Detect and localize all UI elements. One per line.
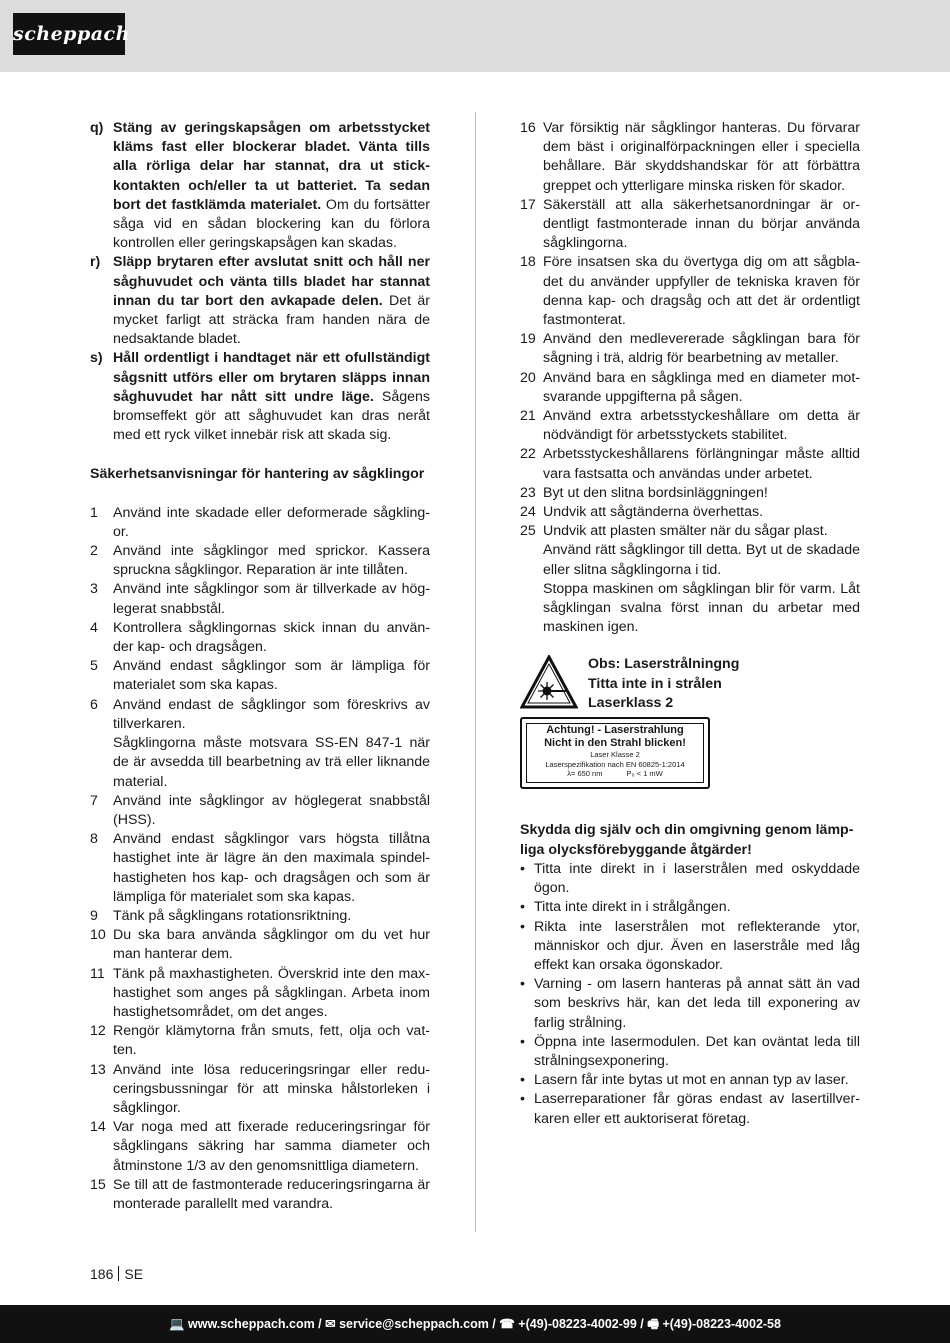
list-item [90,619,430,657]
list-item [520,407,860,445]
list-item [90,1176,430,1214]
contact-footer: 💻 www.scheppach.com / ✉ service@scheppach.com / ☎ +(49)-08223-4002-99 / 🖷 +(49)-08223-4002-58 [0,1305,950,1343]
label-wavelength: λ= 650 nm [567,769,603,779]
bullet-dot: • [520,1072,525,1089]
page-number: 186 [90,1266,114,1282]
language-code: SE [124,1266,144,1282]
item-number: 8 [90,831,98,848]
item-text: Var försiktig när sågklingor hanteras. Du förvarar dem bäst i originalförpackningen eller i speciella behållare. Bär skyddshandskar för att förbättra greppet och ytterligare minska risken för skador. [543,120,860,194]
bullet-dot: • [520,860,525,877]
instruction-r [90,253,430,349]
bullet-dot: • [520,899,525,916]
item-number: 24 [520,504,536,521]
laser-line: Laserklass 2 [588,694,674,711]
laser-warning-text [588,655,739,713]
label-power: P₀ < 1 mW [626,769,663,779]
bullet-text: Laserreparationer får göras endast av lasertillverkaren eller ett auktoriserat företag. [534,1091,860,1127]
bullet-dot: • [520,1091,525,1108]
label-line: Achtung! - Laserstrahlung [546,724,684,737]
item-text: Använd endast de sågklingor som föreskrivs av tillverkaren. [113,696,430,732]
item-number: 13 [90,1061,106,1078]
item-number: 21 [520,408,536,425]
list-item [520,253,860,330]
bullet-text: Öppna inte lasermodulen. Det kan oväntat leda till strålningsexponering. [534,1033,860,1069]
item-extra-text: Använd rätt sågklingor till detta. Byt ut de skadade eller slitna sågklingorna i tid. [543,542,860,578]
separator [118,1266,119,1281]
bullet-dot: • [520,918,525,935]
item-number: 11 [90,965,105,982]
instruction-q [90,119,430,253]
list-item [90,1061,430,1119]
item-number: 22 [520,446,536,463]
list-item [90,965,430,1023]
bullet-text: Titta inte direkt in i laserstrålen med oskyddade ögon. [534,860,860,897]
bullet-item [520,975,860,1033]
item-number: 9 [90,907,98,924]
item-number: 20 [520,369,536,386]
bullet-dot: • [520,976,525,993]
list-item [520,484,860,503]
list-item [90,1118,430,1176]
item-text: Använd extra arbetsstyckeshållare om detta är nödvändigt för arbetsstyckets stabilitet. [543,408,860,444]
list-item [90,830,430,907]
item-number: 12 [90,1023,106,1040]
list-item [520,445,860,483]
laser-class-label [520,717,710,789]
bullet-item [520,1090,860,1128]
item-text: Använd bara en sågklinga med en diameter motsvarande uppgifterna på sågen. [543,369,860,405]
item-extra-text: Stoppa maskinen om sågklingan blir för varm. Låt sågklingan svalna först innan du arbetar med maskinen igen. [543,580,860,636]
list-item [520,119,860,196]
item-text: Undvik att plasten smälter när du sågar plast. [543,523,828,540]
list-item [520,522,860,637]
brand-logo: scheppach [13,13,125,55]
laser-warning [520,655,860,815]
list-item [90,580,430,618]
item-number: 1 [90,504,98,521]
bullet-item [520,898,860,917]
item-text: Använd inte sågklingor som är tillverkade av höglegerat snabbstål. [113,581,430,617]
list-item [520,369,860,407]
label-line: Laser Klasse 2 [590,750,640,760]
protect-title: Skydda dig själv och din omgivning genom lämpliga olycksförebyggande åtgärder! [520,822,854,858]
item-text: Använd endast sågklingor som är lämpliga för materialet som ska kapas. [113,658,430,694]
column-divider [475,112,476,1232]
list-item [90,792,430,830]
item-text: Rengör klämytorna från smuts, fett, olja och vatten. [113,1023,430,1059]
bullet-item [520,918,860,976]
list-item [90,907,430,926]
item-text: Byt ut den slitna bordsinläggningen! [543,484,768,501]
list-item [90,926,430,964]
list-item [90,1022,430,1060]
item-text: Använd den medlevererade sågklingan bara för sågning i trä, aldrig för bearbetning av metaller. [543,331,860,367]
item-number: 18 [520,254,536,271]
item-number: 14 [90,1119,106,1136]
item-number: 16 [520,120,536,136]
item-number: 23 [520,484,536,501]
item-text: Före insatsen ska du övertyga dig om att sågbladet du använder uppfyller de tekniska kraven för denna kap- och dragsåg och att det är ordentligt fastmonterat. [543,254,860,329]
list-item [520,330,860,368]
list-item [520,196,860,254]
laser-line: Titta inte in i strålen [588,675,722,692]
item-text: Använd inte skadade eller deformerade sågklingor. [113,504,430,540]
item-number: 25 [520,523,536,540]
list-item [520,503,860,522]
bullet-text: Titta inte direkt in i strålgången. [534,899,731,916]
laser-warning-icon [520,655,578,709]
item-text: Säkerställ att alla säkerhetsanordningar är ordentligt fastmonterade innan du börjar använda sågklingorna. [543,196,860,252]
item-text: Kontrollera sågklingornas skick innan du använder kap- och dragsågen. [113,619,430,656]
item-marker: r) [90,254,101,271]
item-number: 2 [90,543,98,560]
label-specs [527,769,703,779]
item-number: 4 [90,619,98,636]
item-text: Använd endast sågklingor vars högsta tillåtna hastighet inte är lägre än den maximala spindelhastigheten hos kap- och dragsågen och som är lämpliga för materialet som ska kapas. [113,831,430,905]
item-extra-text: Sågklingorna måste motsvara SS-EN 847-1 när de är avsedda till bearbetning av trä eller liknande material. [113,735,430,790]
item-text: Du ska bara använda sågklingor om du vet hur man hanterar dem. [113,927,430,963]
bullet-item [520,1071,860,1090]
page-header [0,0,950,72]
item-text: Arbetsstyckeshållarens förlängningar måste alltid vara fastsatta och användas under arbetet. [543,446,860,482]
left-column [90,119,430,1214]
bullet-item [520,860,860,898]
instruction-s [90,349,430,445]
label-line: Laserspezifikation nach EN 60825-1:2014 [545,759,685,769]
bullet-item [520,1033,860,1071]
bullet-text: Lasern får inte bytas ut mot en annan typ av laser. [534,1072,849,1089]
laser-label-inner [526,723,704,783]
item-text: Använd inte lösa reduceringsringar eller reduceringsbussningar för att minska hålstorleken i sågklingor. [113,1061,430,1116]
item-number: 6 [90,696,98,713]
list-item [90,542,430,580]
label-line: Nicht in den Strahl blicken! [544,737,686,750]
list-item [90,504,430,542]
item-number: 5 [90,658,98,675]
item-number: 19 [520,331,536,348]
item-text: Tänk på maxhastigheten. Överskrid inte den maxhastighet som anges på sågklingan. Arbeta inom hastighetsområdet, om det anges. [113,965,430,1020]
item-text: Använd inte sågklingor med sprickor. Kassera spruckna sågklingor. Reparation är inte tillåten. [113,543,430,579]
list-item [90,696,430,792]
item-marker: q) [90,120,104,136]
item-marker: s) [90,350,103,367]
bullet-dot: • [520,1033,525,1050]
item-number: 15 [90,1176,106,1193]
item-bold-text: Stäng av geringskapsågen om arbetsstycket kläms fast eller blockerar bladet. Vänta tills alla rörliga delar har stannat, dra ut stickkontakten och/eller ta ut batteriet. Ta sedan bort det fastklämda materialet. [113,120,430,213]
item-bold-text: Håll ordentligt i handtaget när ett ofullständigt sågsnitt utförs eller om brytaren släpps innan såghuvudet har nått sitt undre läge. [113,350,430,405]
page-footer-number [90,1266,143,1282]
item-text: Det är mycket farligt att sträcka fram handen nära de nedsaktande bladet. [113,292,430,348]
item-text: Undvik att sågtänderna överhettas. [543,504,764,521]
item-text: Använd inte sågklingor av höglegerat snabbstål (HSS). [113,792,430,828]
item-number: 3 [90,581,98,598]
section-title: Säkerhetsanvisningar för hantering av sågklingor [90,466,425,483]
bullet-text: Varning - om lasern hanteras på annat sätt än vad som beskrivs här, kan det leda till exponering av farlig strålning. [534,976,860,1031]
item-number: 17 [520,196,536,213]
item-bold-text: Släpp brytaren efter avslutat snitt och håll ner såghuvudet och vänta tills bladet har stannat innan du tar bort den avkapade delen. [113,254,430,309]
right-column [520,119,860,1129]
item-text: Var noga med att fixerade reduceringsringar för sågklingans säkring har samma diameter och åtminstone 1/3 av den genomsnittliga diametern. [113,1119,430,1174]
item-text: Tänk på sågklingans rotationsriktning. [113,907,352,924]
item-text: Se till att de fastmonterade reduceringsringarna är monterade parallellt med varandra. [113,1176,430,1212]
item-number: 7 [90,792,98,809]
item-text: Sågens bromseffekt gör att såghuvudet kan dras neråt med ett ryck vilket innebär risk att skada sig. [113,388,431,444]
list-item [90,657,430,695]
bullet-text: Rikta inte laserstrålen mot reflekterande ytor, människor och djur. Även en laserstråle med låg effekt kan orsaka ögonskador. [534,918,860,973]
item-text: Om du fortsätter såga vid en sådan blockering kan du förlora kontrollen eller geringskapsågen kan skadas. [113,196,430,252]
laser-line: Obs: Laserstrålningng [588,656,740,673]
item-number: 10 [90,927,106,944]
